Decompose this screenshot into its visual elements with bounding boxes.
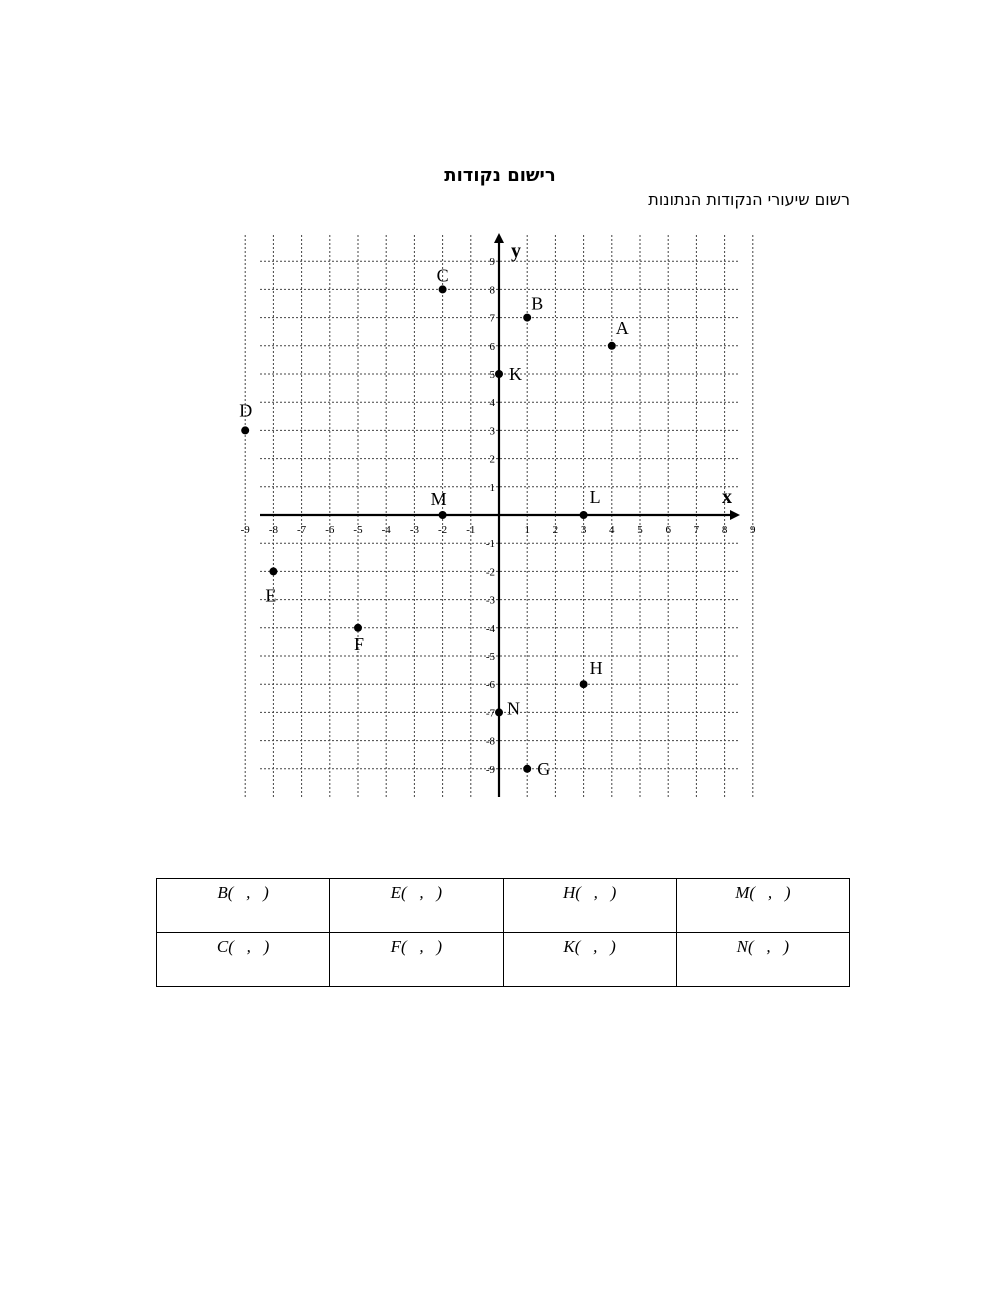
data-point — [523, 314, 531, 322]
table-row — [157, 933, 850, 987]
cell-label: C( , ) — [216, 937, 270, 956]
y-tick-label: 1 — [489, 481, 495, 494]
x-axis-arrow — [730, 510, 740, 520]
y-tick-label: -4 — [485, 622, 495, 635]
instruction-text: רשום שיעורי הנקודות הנתונות — [648, 190, 850, 209]
x-tick-label: -1 — [466, 524, 476, 536]
table-cell[interactable] — [676, 933, 849, 987]
x-tick-label: 1 — [524, 524, 530, 536]
x-tick-label: -3 — [409, 524, 419, 536]
x-tick-label: 9 — [750, 524, 756, 536]
cell-label: K( , ) — [563, 937, 616, 956]
y-axis-label: y — [511, 240, 521, 262]
y-tick-label: 6 — [489, 340, 495, 353]
y-tick-label: 3 — [489, 425, 495, 438]
data-point — [439, 511, 447, 519]
y-tick-label: 5 — [489, 369, 495, 381]
point-label: N — [507, 698, 520, 719]
y-tick-label: -5 — [485, 651, 495, 663]
cell-label: H( , ) — [562, 883, 617, 902]
data-point — [241, 426, 249, 434]
table-row — [157, 879, 850, 933]
point-label: G — [537, 758, 551, 779]
y-tick-label: -7 — [485, 707, 495, 720]
point-label: A — [615, 317, 629, 338]
y-tick-label: -1 — [485, 538, 495, 551]
y-tick-label: 7 — [489, 312, 495, 325]
y-tick-label: 4 — [489, 397, 495, 410]
x-tick-label: 7 — [693, 524, 700, 536]
x-tick-label: -2 — [438, 524, 448, 536]
x-tick-label: -8 — [268, 524, 278, 536]
x-tick-label: 5 — [637, 524, 643, 536]
coordinate-grid — [239, 225, 756, 805]
table-cell[interactable] — [330, 879, 503, 933]
point-label: B — [531, 293, 544, 314]
x-tick-label: -5 — [353, 524, 363, 536]
point-label: D — [239, 400, 253, 421]
page-title: רישום נקודות — [444, 165, 556, 186]
y-tick-label: -6 — [485, 679, 495, 692]
y-tick-label: 2 — [489, 453, 495, 466]
data-point — [495, 708, 503, 716]
x-tick-label: 8 — [721, 524, 728, 536]
data-point — [439, 285, 447, 293]
y-tick-label: 9 — [489, 256, 495, 269]
data-point — [523, 765, 531, 773]
point-label: E — [265, 585, 277, 606]
y-axis-arrow — [494, 233, 504, 243]
point-label: K — [509, 364, 522, 384]
point-label: H — [589, 658, 603, 679]
table-cell[interactable] — [157, 933, 330, 987]
x-tick-label: -7 — [297, 524, 307, 536]
point-label: L — [589, 487, 601, 507]
answer-table — [156, 878, 850, 987]
data-point — [354, 624, 362, 632]
table-cell[interactable] — [157, 879, 330, 933]
x-axis-label: x — [722, 486, 732, 508]
table-cell[interactable] — [503, 879, 676, 933]
x-tick-label: 4 — [609, 524, 615, 536]
point-label: M — [430, 489, 447, 509]
y-tick-label: -9 — [485, 763, 495, 776]
point-label: C — [436, 265, 449, 286]
data-point — [269, 567, 277, 575]
y-tick-label: -3 — [485, 594, 495, 607]
x-tick-label: -6 — [325, 524, 335, 536]
cell-label: M( , ) — [735, 883, 791, 902]
table-cell[interactable] — [503, 933, 676, 987]
x-tick-label: 2 — [552, 524, 559, 536]
table-cell[interactable] — [676, 879, 849, 933]
data-point — [495, 370, 503, 378]
y-tick-label: 8 — [489, 284, 495, 297]
x-tick-label: 6 — [665, 524, 671, 536]
data-point — [608, 342, 616, 350]
x-tick-label: -4 — [381, 524, 391, 536]
x-tick-label: 3 — [580, 524, 587, 536]
point-label: F — [354, 633, 365, 654]
x-tick-label: -9 — [240, 524, 250, 536]
cell-label: E( , ) — [390, 883, 443, 902]
data-point — [580, 511, 588, 519]
cell-label: B( , ) — [217, 883, 269, 902]
y-tick-label: -8 — [485, 735, 495, 748]
table-cell[interactable] — [330, 933, 503, 987]
cell-label: N( , ) — [736, 937, 790, 956]
y-tick-label: -2 — [485, 566, 495, 579]
data-point — [580, 680, 588, 688]
cell-label: F( , ) — [390, 937, 443, 956]
